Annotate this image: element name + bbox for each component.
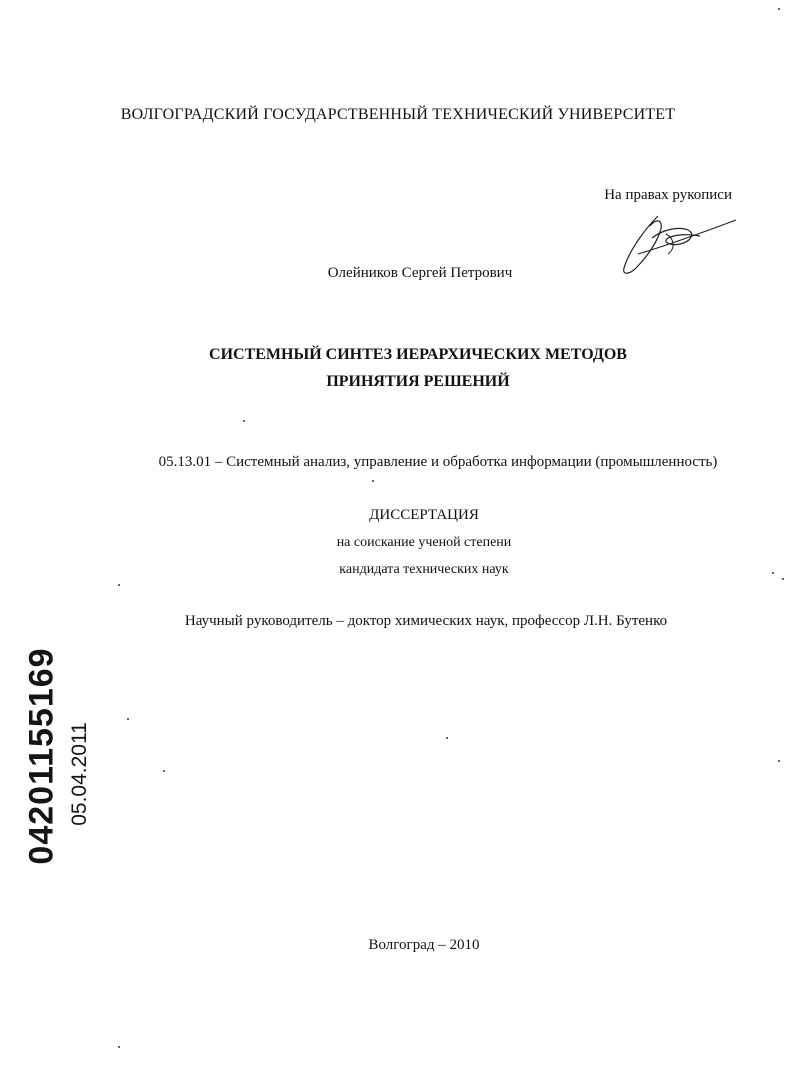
specialty-code: 05.13.01 – Системный анализ, управление и обработка информации (промышленность) <box>158 454 718 470</box>
city-year: Волгоград – 2010 <box>368 937 480 953</box>
scan-speck <box>778 760 780 762</box>
dissertation-title-line2: ПРИНЯТИЯ РЕШЕНИЙ <box>326 373 510 390</box>
scan-speck <box>127 718 129 720</box>
author-name: Олейников Сергей Петрович <box>327 265 513 281</box>
scan-speck <box>118 1046 120 1048</box>
university-name: ВОЛГОГРАДСКИЙ ГОСУДАРСТВЕННЫЙ ТЕХНИЧЕСКИЙ УНИВЕРСИТЕТ <box>120 106 676 123</box>
scan-speck <box>243 420 245 422</box>
document-type: ДИССЕРТАЦИЯ <box>369 507 479 523</box>
stamp-number: 04201155169 <box>22 647 61 865</box>
scientific-advisor: Научный руководитель – доктор химических наук, профессор Л.Н. Бутенко <box>184 613 668 629</box>
scan-speck <box>163 770 165 772</box>
scan-speck <box>446 737 448 739</box>
scan-speck <box>782 578 784 580</box>
scan-speck <box>118 584 120 586</box>
stamp-date: 05.04.2011 <box>68 722 91 826</box>
degree-line2: кандидата технических наук <box>339 562 509 577</box>
scan-speck <box>778 8 780 10</box>
scan-speck <box>372 480 374 482</box>
degree-line1: на соискание ученой степени <box>336 535 512 550</box>
scan-speck <box>772 572 774 574</box>
dissertation-title-line1: СИСТЕМНЫЙ СИНТЕЗ ИЕРАРХИЧЕСКИХ МЕТОДОВ <box>209 346 627 363</box>
rights-note: На правах рукописи <box>604 187 732 203</box>
